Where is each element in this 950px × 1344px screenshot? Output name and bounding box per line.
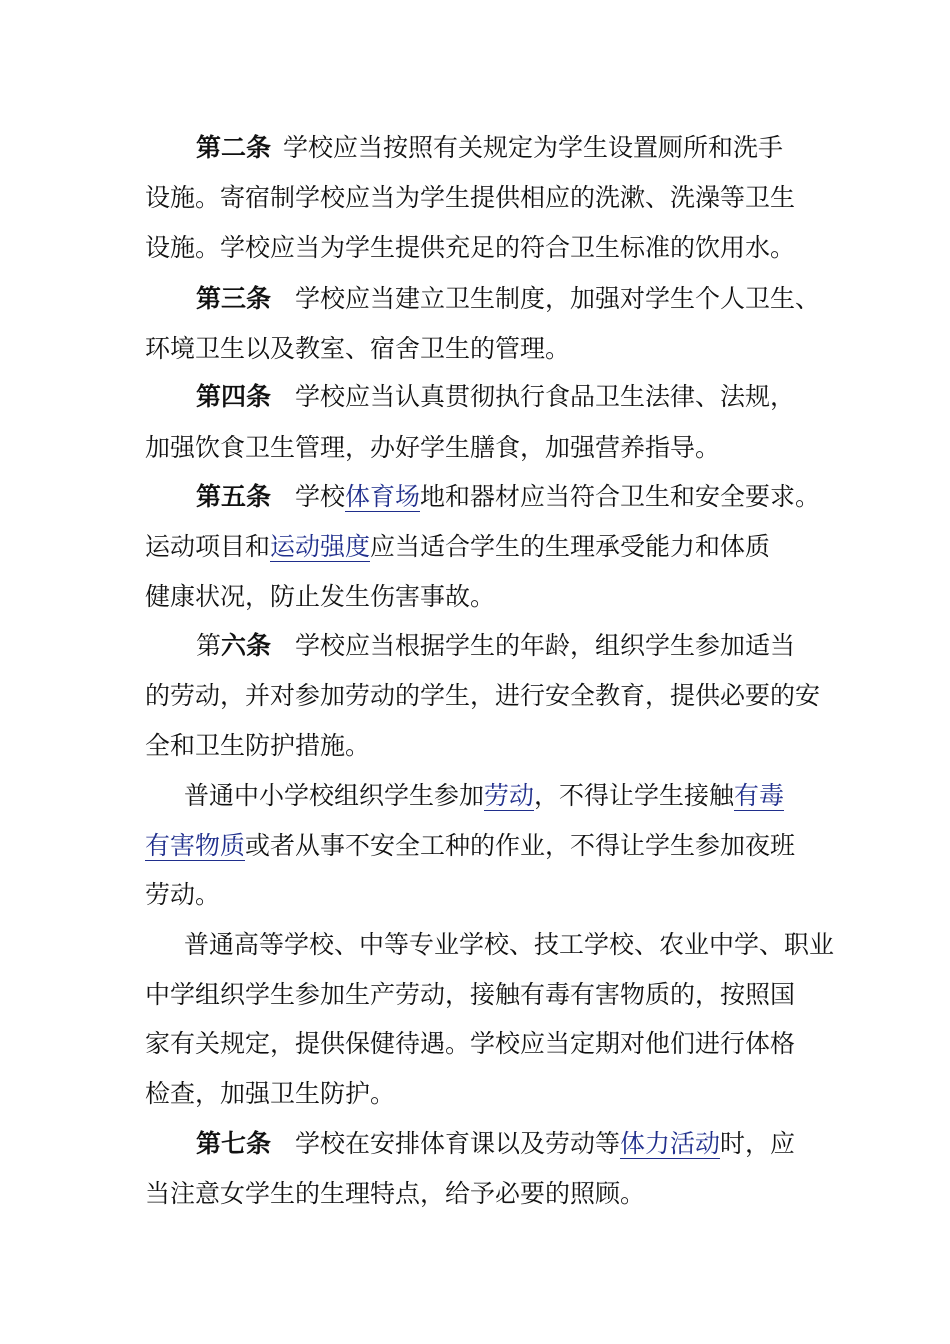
article4-line-1 [196,377,896,417]
article4-text-1: 学校应当认真贯彻执行食品卫生法律、法规， [295,382,796,411]
article5-line-1 [196,477,896,517]
para-b-line-1: 普通高等学校、中等专业学校、技工学校、农业中学、职业 [184,930,835,959]
article6-label-b: 六条 [221,631,272,660]
article2-line-1 [196,128,896,168]
article7-text-1a: 学校在安排体育课以及劳动等 [295,1129,621,1158]
article5-text-2a: 运动项目和 [145,532,271,561]
link-toxic[interactable]: 有毒 [734,781,785,810]
para-b-line-2: 中学组织学生参加生产劳动，接触有毒有害物质的，按照国 [145,980,796,1009]
link-harmful-substances[interactable]: 有害物质 [145,831,246,860]
link-labor[interactable]: 劳动 [484,781,535,810]
para-a-text-1a: 普通中小学校组织学生参加 [184,781,485,810]
article5-text-2b: 应当适合学生的生理承受能力和体质 [370,532,771,561]
article5-label: 第五条 [196,482,272,511]
article2-text-1: 学校应当按照有关规定为学生设置厕所和洗手 [283,133,784,162]
para-a-line-2 [145,826,845,866]
article6-text-1: 学校应当根据学生的年龄，组织学生参加适当 [295,631,796,660]
article2-label: 第二条 [196,133,272,162]
article3-line-1 [196,279,896,319]
article4-label: 第四条 [196,382,272,411]
para-b-line-3: 家有关规定，提供保健待遇。学校应当定期对他们进行体格 [145,1029,796,1058]
article4-line-2: 加强饮食卫生管理，办好学生膳食，加强营养指导。 [145,433,721,462]
article3-label: 第三条 [196,284,272,313]
para-b-line-4: 检查，加强卫生防护。 [145,1079,396,1108]
article7-line-2: 当注意女学生的生理特点，给予必要的照顾。 [145,1179,646,1208]
article6-line-3: 全和卫生防护措施。 [145,731,371,760]
article6-line-1 [196,626,896,666]
article7-label: 第七条 [196,1129,272,1158]
article5-line-2 [145,527,845,567]
link-exercise-intensity[interactable]: 运动强度 [270,532,371,561]
article6-label-a: 第 [196,631,222,660]
para-a-text-2b: 或者从事不安全工种的作业，不得让学生参加夜班 [245,831,796,860]
link-physical-activity[interactable]: 体力活动 [620,1129,721,1158]
para-a-line-1 [184,776,884,816]
para-a-text-1b: ，不得让学生接触 [534,781,735,810]
article2-line-3: 设施。学校应当为学生提供充足的符合卫生标准的饮用水。 [145,233,796,262]
link-sports-field[interactable]: 体育场 [345,482,421,511]
article5-text-1a: 学校 [295,482,346,511]
article5-text-1b: 地和器材应当符合卫生和安全要求。 [420,482,821,511]
article7-text-1b: 时，应 [720,1129,796,1158]
article2-line-2: 设施。寄宿制学校应当为学生提供相应的洗漱、洗澡等卫生 [145,183,796,212]
article3-line-2: 环境卫生以及教室、宿舍卫生的管理。 [145,334,571,363]
article7-line-1 [196,1124,896,1164]
article3-text-1: 学校应当建立卫生制度，加强对学生个人卫生、 [295,284,821,313]
article6-line-2: 的劳动，并对参加劳动的学生，进行安全教育，提供必要的安 [145,681,821,710]
article5-line-3: 健康状况，防止发生伤害事故。 [145,582,496,611]
para-a-line-3: 劳动。 [145,880,221,909]
